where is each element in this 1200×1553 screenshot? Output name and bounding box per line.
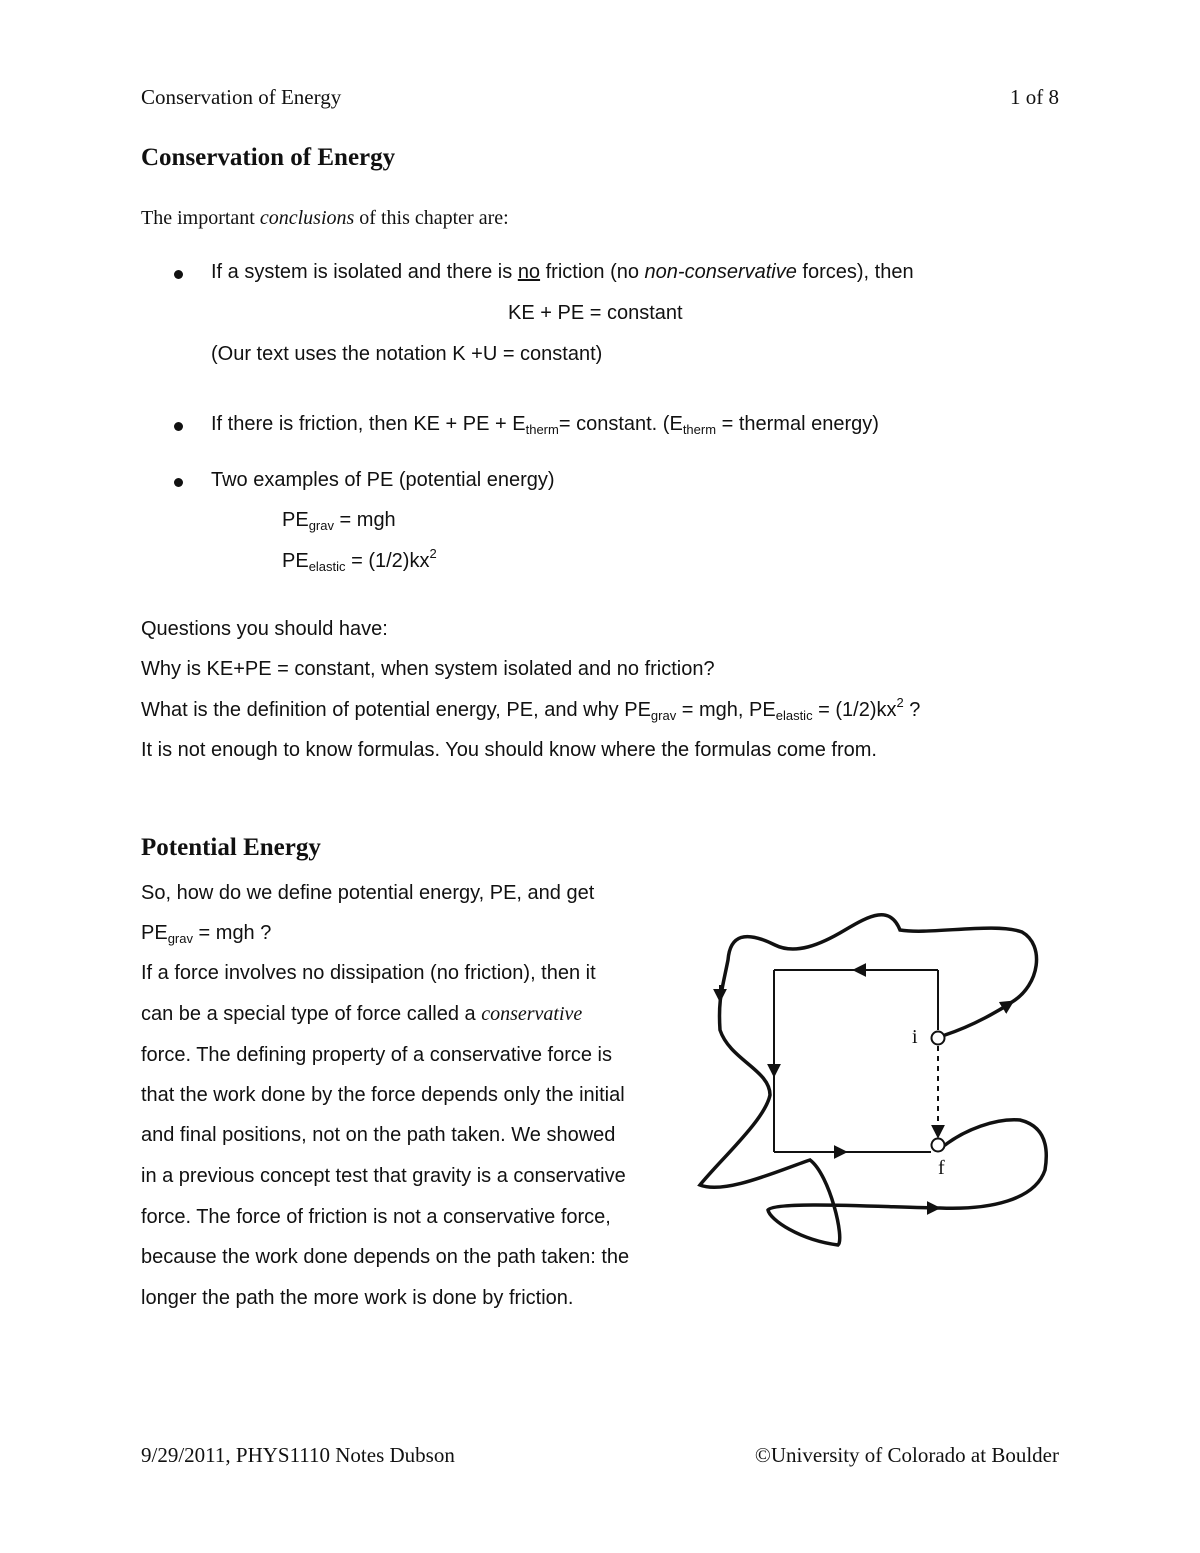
pe-text-line: $PE_{grav}$ = mgh ? bbox=[141, 922, 272, 946]
section-title-potential-energy: Potential Energy bbox=[141, 834, 321, 861]
pe-text-line: can be a special type of force called a conservative bbox=[141, 1003, 583, 1025]
pe-text-line: So, how do we define potential energy, PE, and get bbox=[141, 882, 595, 904]
bullet-isolated-system: If a system is isolated and there is no friction (no non-conservative forces), then bbox=[211, 261, 914, 283]
path-diagram bbox=[690, 900, 1060, 1260]
pe-text-line: that the work done by the force depends only the initial bbox=[141, 1084, 625, 1106]
initial-point bbox=[932, 1032, 945, 1045]
question-3: It is not enough to know formulas. You should know where the formulas come from. bbox=[141, 739, 877, 761]
pe-text-line: longer the path the more work is done by friction. bbox=[141, 1287, 574, 1309]
label-initial: i bbox=[912, 1026, 918, 1048]
section-title-conservation: Conservation of Energy bbox=[141, 144, 396, 171]
questions-heading: Questions you should have: bbox=[141, 618, 388, 640]
footer-right: ©University of Colorado at Boulder bbox=[754, 1443, 1059, 1467]
equation-pe-elastic: $PE_{elastic} = (1/2)kx^2$ bbox=[282, 546, 437, 574]
bullet-pe-examples: Two examples of PE (potential energy) bbox=[211, 469, 555, 491]
notation-note: (Our text uses the notation K +U = constant) bbox=[211, 343, 603, 365]
label-final: f bbox=[938, 1157, 945, 1179]
bullet-friction: If there is friction, then KE + PE + $E_{therm}=$ constant. ($E_{therm}$ = thermal energy) bbox=[211, 413, 879, 437]
pe-text-line: in a previous concept test that gravity is a conservative bbox=[141, 1165, 626, 1187]
rectangular-path bbox=[774, 970, 938, 1152]
final-point bbox=[932, 1139, 945, 1152]
pe-text-line: If a force involves no dissipation (no friction), then it bbox=[141, 962, 596, 984]
footer-left: 9/29/2011, PHYS1110 Notes Dubson bbox=[141, 1443, 455, 1467]
equation-ke-pe: KE + PE = constant bbox=[508, 302, 683, 324]
bullet-icon bbox=[174, 270, 183, 279]
intro-text: The important conclusions of this chapter are: bbox=[141, 207, 509, 229]
header-title: Conservation of Energy bbox=[141, 85, 342, 109]
pe-text-line: force. The force of friction is not a conservative force, bbox=[141, 1206, 611, 1228]
pe-text-line: force. The defining property of a conservative force is bbox=[141, 1044, 612, 1066]
page-number: 1 of 8 bbox=[1010, 85, 1059, 109]
pe-text-line: because the work done depends on the path taken: the bbox=[141, 1246, 630, 1268]
bullet-icon bbox=[174, 422, 183, 431]
bullet-icon bbox=[174, 478, 183, 487]
curvy-path bbox=[700, 915, 1046, 1245]
question-1: Why is KE+PE = constant, when system isolated and no friction? bbox=[141, 658, 715, 680]
pe-text-line: and final positions, not on the path taken. We showed bbox=[141, 1124, 616, 1146]
question-2: What is the definition of potential energy, PE, and why $PE_{grav}$ = mgh, $PE_{elastic} = (1/2)kx^2$ ? bbox=[141, 695, 921, 723]
equation-pe-grav: $PE_{grav}$ = mgh bbox=[282, 509, 396, 533]
